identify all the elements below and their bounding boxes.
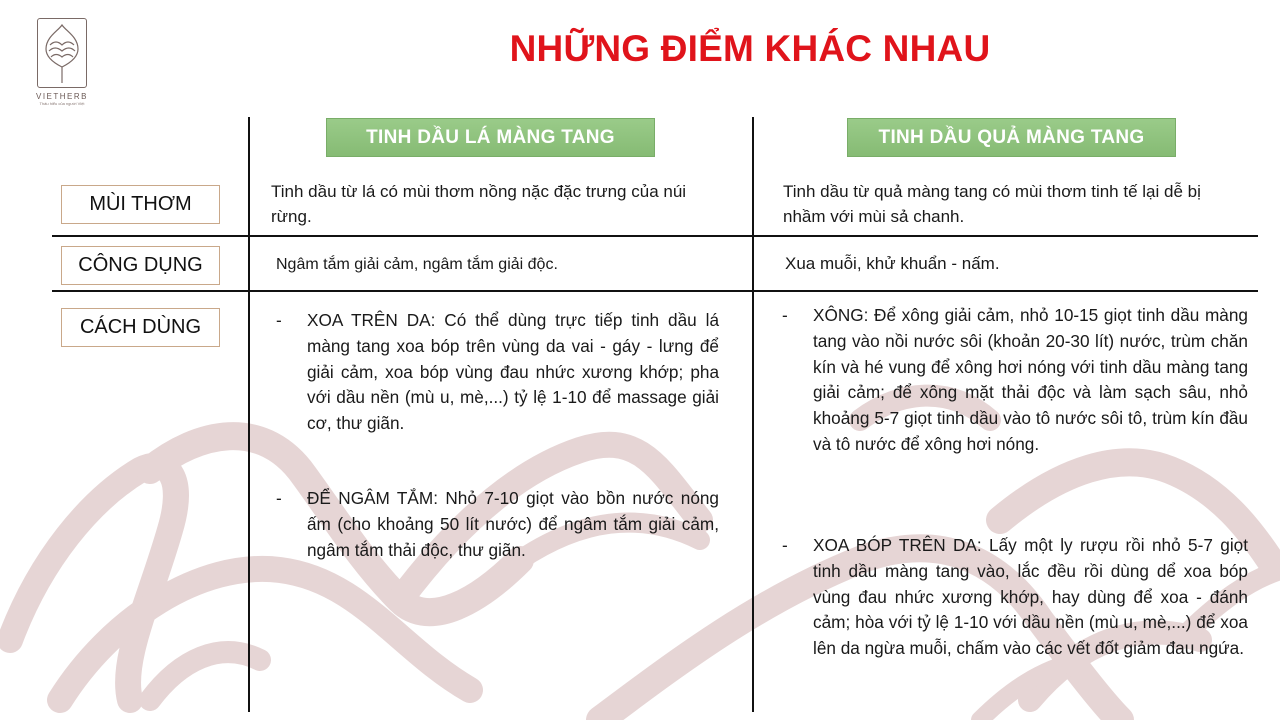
leaf-logo-icon	[37, 18, 87, 88]
logo-brand-name: VIETHERB	[35, 92, 88, 101]
usage-fruit-item	[782, 533, 1248, 662]
usage-fruit-item-text: XOA BÓP TRÊN DA: Lấy một ly rượu rồi nhỏ 5-7 giọt tinh dầu màng tang vào, lắc đều rồi dùng dể xoa bóp vùng đau nhức xương khớp, hay dùng để xoa - đánh cảm; hòa với tỷ lệ 1-10 với dầu nền (mù u, mè,...) để xoa lên da ngừa muỗi, chấm vào các vết đốt giảm đau ngứa.	[813, 535, 1248, 659]
row-label-uses	[61, 246, 220, 285]
table-divider-horizontal-1	[52, 235, 1258, 237]
scent-fruit-cell: Tinh dầu từ quả màng tang có mùi thơm tinh tế lại dễ bị nhầm với mùi sả chanh.	[783, 182, 1201, 226]
column-header-fruit-oil	[847, 118, 1176, 157]
usage-leaf-item	[276, 308, 719, 437]
bullet-dash: -	[782, 305, 788, 325]
table-divider-horizontal-2	[52, 290, 1258, 292]
vietherb-logo	[34, 18, 90, 106]
page-title: NHỮNG ĐIỂM KHÁC NHAU	[509, 28, 991, 69]
uses-fruit-cell: Xua muỗi, khử khuẩn - nấm.	[785, 254, 1000, 273]
column-header-leaf-oil	[326, 118, 655, 157]
bullet-dash: -	[276, 310, 282, 330]
column-header-label: TINH DẦU QUẢ MÀNG TANG	[878, 126, 1145, 148]
row-label-usage	[61, 308, 220, 347]
table-divider-vertical-1	[248, 117, 250, 712]
logo-tagline: Thấu hiểu của người Việt	[39, 101, 85, 106]
row-label-text: CÁCH DÙNG	[79, 316, 202, 338]
bullet-dash: -	[782, 535, 788, 555]
table-divider-vertical-2	[752, 117, 754, 712]
usage-fruit-item-text: XÔNG: Để xông giải cảm, nhỏ 10-15 giọt tinh dầu màng tang vào nồi nước sôi (khoản 20-30 lít) nước, trùm chăn kín và hé vung để xông hơi nóng với tinh dầu màng tang giải cảm; để xông mặt thải độc và làm sạch sâu, nhỏ khoảng 5-7 giọt tinh dầu vào tô nước sôi tô, trùm kín đầu và tô nước để xông hơi nóng.	[813, 305, 1248, 454]
row-label-text: MÙI THƠM	[89, 193, 192, 215]
usage-fruit-item	[782, 303, 1248, 458]
usage-leaf-item-text: ĐỂ NGÂM TẮM: Nhỏ 7-10 giọt vào bồn nước nóng ấm (cho khoảng 50 lít nước) để ngâm tắm giải cảm, ngâm tắm thải độc, thư giãn.	[307, 488, 719, 560]
uses-leaf-cell: Ngâm tắm giải cảm, ngâm tắm giải độc.	[276, 256, 558, 273]
row-label-scent	[61, 185, 220, 224]
usage-leaf-item-text: XOA TRÊN DA: Có thể dùng trực tiếp tinh dầu lá màng tang xoa bóp trên vùng da vai - gáy - lưng để giải cảm, xoa bóp vùng đau nhức xương khớp; pha với dầu nền (mù u, mè,...) tỷ lệ 1-10 để massage giải cơ, thư giãn.	[307, 310, 719, 434]
column-header-label: TINH DẦU LÁ MÀNG TANG	[366, 126, 615, 148]
scent-leaf-cell: Tinh dầu từ lá có mùi thơm nồng nặc đặc trưng của núi rừng.	[271, 182, 687, 226]
bullet-dash: -	[276, 488, 282, 508]
usage-leaf-item	[276, 486, 719, 563]
row-label-text: CÔNG DỤNG	[78, 254, 203, 276]
